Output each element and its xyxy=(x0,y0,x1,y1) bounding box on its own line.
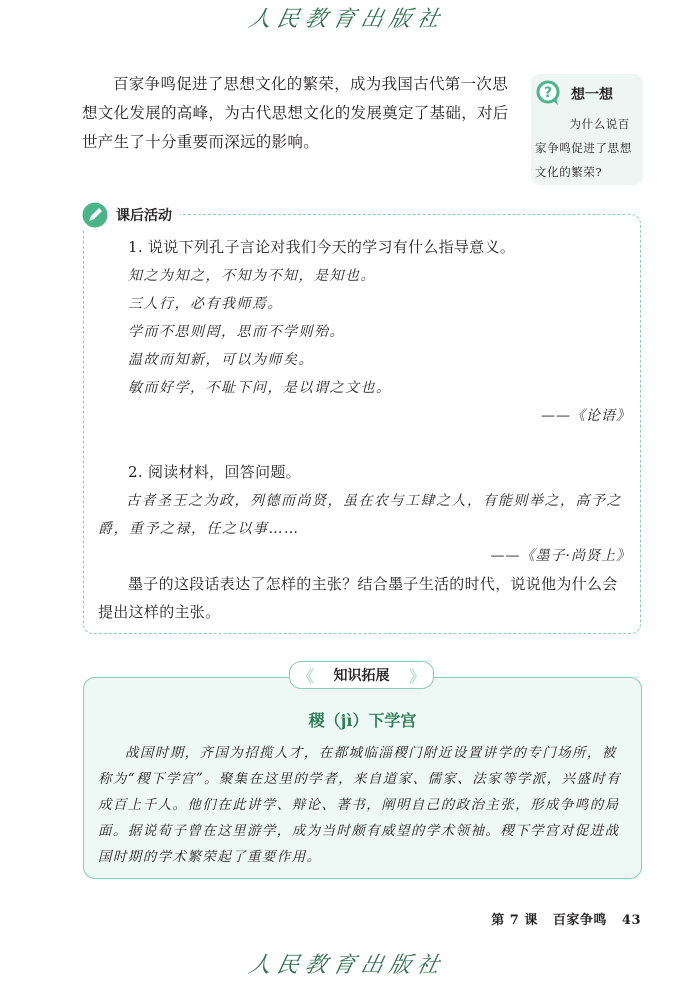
think-title: 想一想 xyxy=(571,87,613,103)
quote-line: 三人行，必有我师焉。 xyxy=(128,296,283,312)
q2-source: ——《墨子·尚贤上》 xyxy=(490,548,631,564)
extension-body: 战国时期，齐国为招揽人才，在都城临淄稷门附近设置讲学的专门场所，被称为“稷下学宫”。聚集在这里的学者，来自道家、儒家、法家等学派，兴盛时有成百上千人。他们在此讲学、辩论、著书，阐明自己的政治主张，形成争鸣的局面。据说荀子曾在这里游学，成为当时颇有威望的学术领袖。稷下学宫对促进战国时期的学术繁荣起了重要作用。 xyxy=(98,745,622,865)
quote-line: 敏而好学，不耻下问，是以谓之文也。 xyxy=(128,380,392,396)
chevron-right-icon: 》 xyxy=(408,666,425,686)
svg-text:?: ? xyxy=(543,85,553,101)
lesson-title: 百家争鸣 xyxy=(552,913,607,928)
quote-line: 学而不思则罔，思而不学则殆。 xyxy=(128,324,345,340)
publisher-logo-bottom: 人民教育出版社 xyxy=(246,953,448,978)
publisher-logo-top: 人民教育出版社 xyxy=(246,7,448,32)
activity-header xyxy=(82,201,180,229)
lesson-number: 第 7 课 xyxy=(491,913,538,928)
extension-tab-label: 知识拓展 xyxy=(333,668,390,684)
extension-tab xyxy=(289,661,434,689)
quote-line: 知之为知之，不知为不知，是知也。 xyxy=(128,268,376,284)
q2-question: 墨子的这段话表达了怎样的主张？结合墨子生活的时代，说说他为什么会提出这样的主张。 xyxy=(98,575,618,621)
chevron-left-icon: 《 xyxy=(298,666,315,686)
think-box xyxy=(531,74,643,185)
pencil-icon xyxy=(82,202,108,228)
think-question: 为什么说百家争鸣促进了思想文化的繁荣? xyxy=(535,117,632,179)
q2-material: 古者圣王之为政，列德而尚贤，虽在农与工肆之人，有能则举之，高予之爵，重予之禄，任之以事…… xyxy=(98,493,622,537)
q1-source: ——《论语》 xyxy=(541,408,631,424)
activity-q1-prompt: 1. 说说下列孔子言论对我们今天的学习有什么指导意义。 xyxy=(128,238,516,256)
intro-paragraph: 百家争鸣促进了思想文化的繁荣，成为我国古代第一次思想文化发展的高峰，为古代思想文化的发展奠定了基础，对后世产生了十分重要而深远的影响。 xyxy=(82,75,509,151)
activity-title: 课后活动 xyxy=(116,208,172,224)
activity-q2-prompt: 2. 阅读材料，回答问题。 xyxy=(128,463,301,481)
extension-title: 稷（jì）下学宫 xyxy=(308,711,417,730)
question-bubble-icon xyxy=(536,80,562,106)
page-footer xyxy=(481,909,641,928)
quote-line: 温故而知新，可以为师矣。 xyxy=(128,352,314,368)
page-number: 43 xyxy=(621,913,641,928)
